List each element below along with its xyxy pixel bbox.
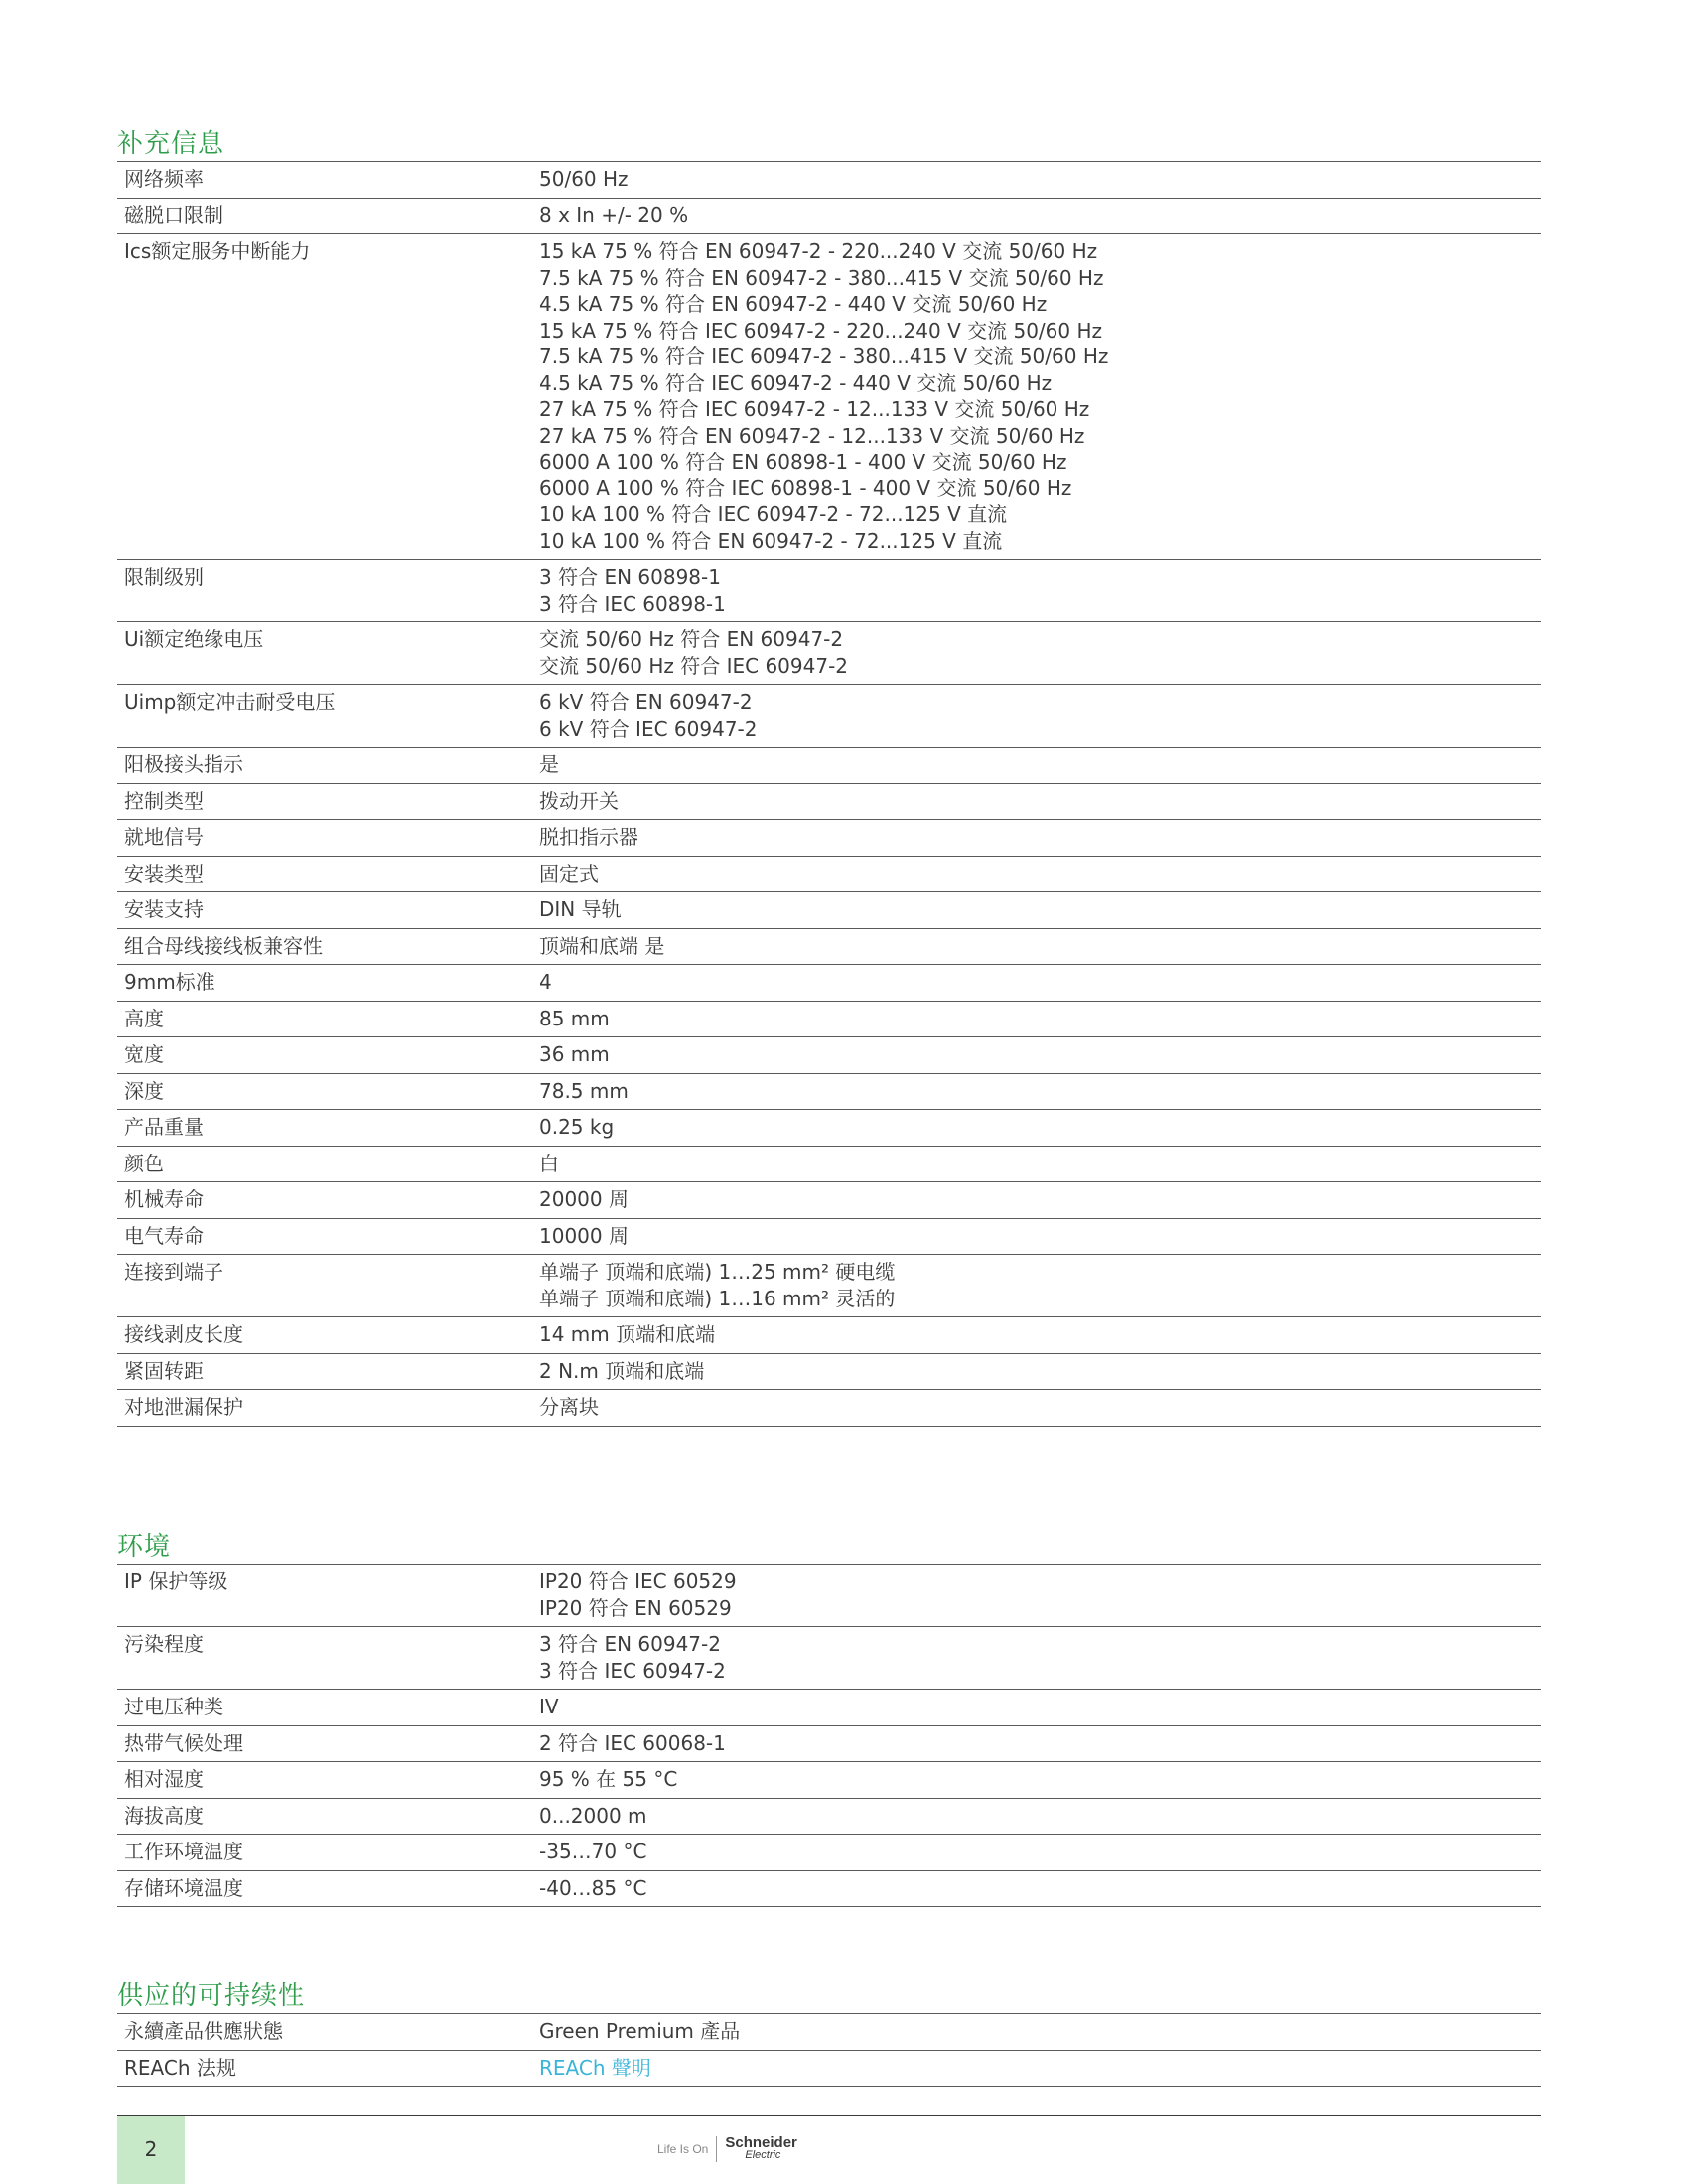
section-title: 供应的可持续性 — [117, 1981, 306, 2011]
spec-row — [117, 1219, 1541, 1256]
spec-value-line: 6 kV 符合 IEC 60947-2 — [539, 716, 758, 741]
spec-value — [539, 1358, 1541, 1385]
spec-value-line: 单端子 顶端和底端) 1…16 mm² 灵活的 — [539, 1286, 896, 1310]
spec-value — [539, 1730, 1541, 1757]
spec-value — [539, 1151, 1541, 1177]
spec-value-line: 20000 周 — [539, 1187, 629, 1211]
spec-value-line: IP20 符合 EN 60529 — [539, 1595, 732, 1620]
spec-value-line: 4 — [539, 970, 552, 994]
spec-value — [539, 1766, 1541, 1793]
spec-value-line: 2 N.m 顶端和底端 — [539, 1358, 705, 1383]
spec-row — [117, 1627, 1541, 1690]
spec-value — [539, 1569, 1541, 1621]
spec-label: 高度 — [124, 1006, 164, 1030]
spec-row — [117, 162, 1541, 199]
spec-row — [117, 1110, 1541, 1147]
spec-value-line: 10 kA 100 % 符合 IEC 60947-2 - 72...125 V 直流 — [539, 502, 1008, 526]
spec-label: 机械寿命 — [124, 1187, 204, 1211]
spec-value-line: 3 符合 EN 60947-2 — [539, 1632, 721, 1656]
spec-value — [539, 1041, 1541, 1068]
spec-value-line: 36 mm — [539, 1042, 610, 1066]
spec-table — [117, 2013, 1541, 2087]
spec-value-line: 脱扣指示器 — [539, 825, 638, 849]
section-sustainability — [117, 1979, 1541, 2087]
spec-value-line: 6000 A 100 % 符合 EN 60898-1 - 400 V 交流 50/60 Hz — [539, 450, 1067, 474]
spec-value — [539, 1875, 1541, 1902]
spec-label: 过电压种类 — [124, 1695, 223, 1718]
section-environment — [117, 1530, 1541, 1907]
spec-value — [539, 1394, 1541, 1421]
spec-value-line: 10000 周 — [539, 1223, 629, 1248]
spec-row — [117, 1565, 1541, 1627]
spec-label: 对地泄漏保护 — [124, 1395, 243, 1419]
spec-label: 深度 — [124, 1078, 164, 1103]
spec-label: 接线剥皮长度 — [124, 1322, 243, 1346]
spec-row — [117, 820, 1541, 857]
spec-value — [539, 1114, 1541, 1141]
spec-value — [539, 203, 1541, 229]
spec-value-line: 78.5 mm — [539, 1078, 629, 1103]
spec-label: Ui额定绝缘电压 — [124, 627, 264, 651]
spec-value — [539, 824, 1541, 851]
spec-row — [117, 1147, 1541, 1183]
spec-value — [539, 2055, 1541, 2082]
spec-value-line: 7.5 kA 75 % 符合 IEC 60947-2 - 380...415 V 交流 50/60 Hz — [539, 344, 1109, 368]
spec-value-line: 6 kV 符合 EN 60947-2 — [539, 690, 753, 714]
spec-value-line: 8 x In +/- 20 % — [539, 203, 689, 227]
spec-table — [117, 161, 1541, 1427]
spec-label: IP 保护等级 — [124, 1570, 228, 1593]
spec-label: Ics额定服务中断能力 — [124, 239, 311, 263]
spec-table — [117, 1564, 1541, 1907]
spec-value — [539, 2018, 1541, 2045]
spec-value — [539, 933, 1541, 960]
spec-label: 海拔高度 — [124, 1803, 204, 1828]
spec-value — [539, 1321, 1541, 1348]
spec-value-line: -35…70 °C — [539, 1840, 647, 1863]
spec-value-line: 4.5 kA 75 % 符合 EN 60947-2 - 440 V 交流 50/60 Hz — [539, 292, 1048, 316]
section-title: 补充信息 — [117, 129, 225, 159]
spec-value — [539, 1006, 1541, 1032]
spec-value — [539, 751, 1541, 778]
spec-label: 9mm标准 — [124, 970, 215, 994]
spec-value-line: 交流 50/60 Hz 符合 EN 60947-2 — [539, 627, 844, 651]
spec-label: 工作环境温度 — [124, 1840, 243, 1863]
spec-row — [117, 748, 1541, 784]
footer-rule — [117, 2115, 1541, 2116]
spec-value-line: 6000 A 100 % 符合 IEC 60898-1 - 400 V 交流 50/60 Hz — [539, 476, 1072, 500]
spec-row — [117, 1799, 1541, 1836]
spec-label: 相对湿度 — [124, 1767, 204, 1791]
brand-tagline: Life Is On — [657, 2142, 709, 2156]
spec-value — [539, 1223, 1541, 1250]
spec-row — [117, 1762, 1541, 1799]
spec-row — [117, 857, 1541, 893]
spec-label: Uimp额定冲击耐受电压 — [124, 690, 336, 714]
spec-value — [539, 564, 1541, 616]
spec-value-line: 4.5 kA 75 % 符合 IEC 60947-2 - 440 V 交流 50/60 Hz — [539, 370, 1053, 395]
spec-value-line: 单端子 顶端和底端) 1…25 mm² 硬电缆 — [539, 1260, 896, 1284]
spec-label: 组合母线接线板兼容性 — [124, 933, 323, 958]
spec-row — [117, 2051, 1541, 2088]
spec-value — [539, 1259, 1541, 1311]
spec-value — [539, 1803, 1541, 1830]
spec-label: 产品重量 — [124, 1115, 204, 1139]
spec-value — [539, 896, 1541, 923]
spec-row — [117, 560, 1541, 622]
spec-label: 安装类型 — [124, 861, 204, 886]
spec-value-line: 95 % 在 55 °C — [539, 1767, 678, 1791]
spec-label: 阳极接头指示 — [124, 752, 243, 776]
spec-row — [117, 1390, 1541, 1427]
spec-value-line: 0...2000 m — [539, 1803, 647, 1828]
page-number: 2 — [117, 2116, 185, 2184]
spec-row — [117, 1690, 1541, 1726]
spec-value-line: IV — [539, 1695, 559, 1718]
spec-value-line: 白 — [539, 1151, 559, 1175]
spec-value-line: Green Premium 產品 — [539, 2019, 741, 2043]
spec-label: 污染程度 — [124, 1632, 204, 1656]
spec-value — [539, 1631, 1541, 1684]
brand-divider — [716, 2136, 717, 2162]
section-supplementary-info — [117, 127, 1541, 1427]
spec-label: 限制级别 — [124, 565, 204, 589]
schneider-logo — [725, 2134, 797, 2161]
spec-value — [539, 1694, 1541, 1720]
brand-line1: Schneider — [725, 2134, 797, 2151]
spec-row — [117, 1074, 1541, 1111]
spec-row — [117, 1002, 1541, 1038]
spec-value — [539, 861, 1541, 887]
spec-row — [117, 929, 1541, 966]
spec-value-line: 14 mm 顶端和底端 — [539, 1322, 716, 1346]
brand-logo — [657, 2132, 797, 2166]
spec-value-line: 27 kA 75 % 符合 EN 60947-2 - 12...133 V 交流 50/60 Hz — [539, 423, 1085, 448]
spec-value — [539, 1186, 1541, 1213]
spec-value-line: -40…85 °C — [539, 1875, 647, 1900]
spec-value-line: 85 mm — [539, 1006, 610, 1030]
spec-value-line: 顶端和底端 是 — [539, 933, 665, 958]
spec-label: 电气寿命 — [124, 1223, 204, 1248]
spec-value-line: DIN 导轨 — [539, 897, 622, 921]
spec-row — [117, 1871, 1541, 1908]
spec-row — [117, 199, 1541, 235]
spec-value-line: 拨动开关 — [539, 788, 619, 813]
spec-label: 就地信号 — [124, 825, 204, 849]
spec-row — [117, 1255, 1541, 1317]
reach-declaration-link[interactable]: REACh 聲明 — [539, 2055, 651, 2080]
section-title: 环境 — [117, 1532, 172, 1562]
spec-label: 颜色 — [124, 1151, 164, 1175]
spec-value-line: 3 符合 EN 60898-1 — [539, 565, 721, 589]
spec-label: REACh 法规 — [124, 2055, 236, 2080]
spec-row — [117, 2014, 1541, 2051]
spec-value — [539, 788, 1541, 815]
spec-row — [117, 1182, 1541, 1219]
spec-row — [117, 1726, 1541, 1763]
spec-value-line: 0.25 kg — [539, 1115, 615, 1139]
spec-label: 存储环境温度 — [124, 1875, 243, 1900]
spec-row — [117, 622, 1541, 685]
spec-label: 宽度 — [124, 1042, 164, 1066]
spec-row — [117, 784, 1541, 821]
spec-value — [539, 626, 1541, 679]
spec-row — [117, 234, 1541, 560]
spec-value-line: 10 kA 100 % 符合 EN 60947-2 - 72...125 V 直流 — [539, 528, 1003, 553]
spec-row — [117, 1354, 1541, 1391]
spec-label: 紧固转距 — [124, 1358, 204, 1383]
spec-value-line: 15 kA 75 % 符合 IEC 60947-2 - 220...240 V 交流 50/60 Hz — [539, 318, 1103, 342]
spec-value — [539, 238, 1541, 554]
spec-value-line: 15 kA 75 % 符合 EN 60947-2 - 220...240 V 交流 50/60 Hz — [539, 239, 1098, 263]
spec-value-line: 分离块 — [539, 1395, 599, 1419]
spec-value-line: 3 符合 IEC 60947-2 — [539, 1658, 726, 1683]
spec-label: 控制类型 — [124, 788, 204, 813]
spec-value-line: 固定式 — [539, 861, 599, 886]
brand-line2: Electric — [745, 2149, 781, 2161]
spec-value-line: 2 符合 IEC 60068-1 — [539, 1730, 726, 1755]
spec-label: 安装支持 — [124, 897, 204, 921]
spec-value-line: 交流 50/60 Hz 符合 IEC 60947-2 — [539, 653, 849, 678]
spec-row — [117, 1835, 1541, 1871]
spec-value-line: 3 符合 IEC 60898-1 — [539, 591, 726, 615]
spec-row — [117, 965, 1541, 1002]
spec-value — [539, 969, 1541, 996]
spec-label: 连接到端子 — [124, 1260, 223, 1284]
spec-value-line: 50/60 Hz — [539, 167, 629, 191]
spec-value-line: 27 kA 75 % 符合 IEC 60947-2 - 12...133 V 交流 50/60 Hz — [539, 397, 1090, 421]
spec-value — [539, 689, 1541, 742]
spec-row — [117, 892, 1541, 929]
spec-label: 网络频率 — [124, 167, 204, 191]
spec-value-line: 7.5 kA 75 % 符合 EN 60947-2 - 380...415 V 交流 50/60 Hz — [539, 265, 1104, 290]
spec-value — [539, 1078, 1541, 1105]
spec-row — [117, 1037, 1541, 1074]
spec-row — [117, 1317, 1541, 1354]
spec-value — [539, 166, 1541, 193]
spec-label: 永續產品供應狀態 — [124, 2019, 283, 2043]
spec-value — [539, 1839, 1541, 1865]
spec-row — [117, 685, 1541, 748]
spec-value-line: IP20 符合 IEC 60529 — [539, 1570, 737, 1593]
spec-value-line: 是 — [539, 752, 559, 776]
spec-label: 磁脱口限制 — [124, 203, 223, 227]
spec-label: 热带气候处理 — [124, 1730, 243, 1755]
